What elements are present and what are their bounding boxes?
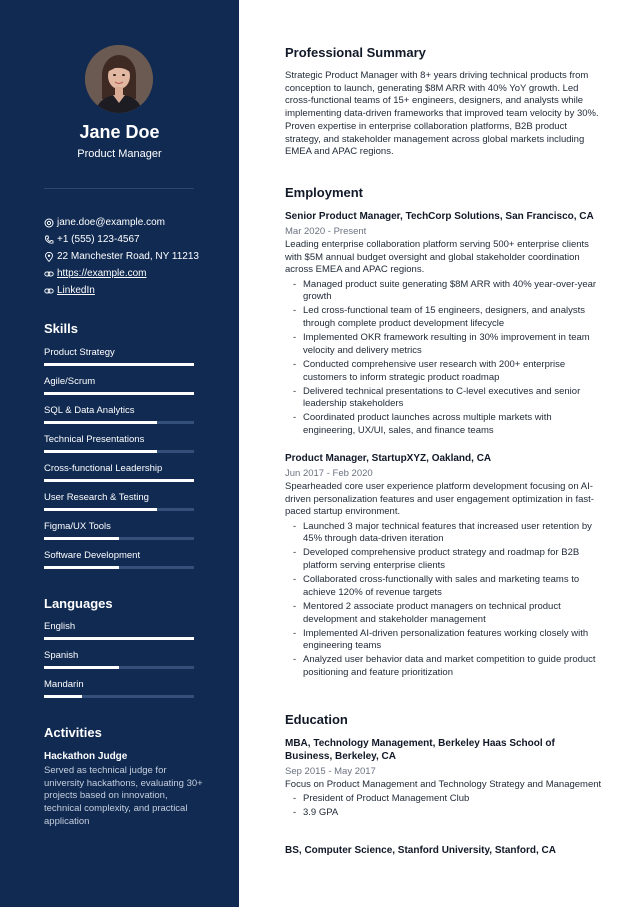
skill-level-fill (44, 450, 157, 453)
education-title: BS, Computer Science, Stanford University, Stanford, CA (285, 845, 556, 856)
skill-level-fill (44, 363, 194, 366)
languages-heading: Languages (44, 596, 113, 611)
activity-title: Hackathon Judge (44, 751, 128, 762)
skill-label: Technical Presentations (44, 434, 145, 445)
list-item: - Analyzed user behavior data and market competition to guide product positioning and feature prioritization (293, 654, 603, 679)
sidebar (0, 0, 239, 907)
contact-website-link[interactable]: https://example.com (57, 268, 147, 279)
job-description: Spearheaded core user experience platform development focusing on AI-driven personalization features and user engagement optimization in fast-paced startup environment. (285, 481, 594, 518)
language-label: Spanish (44, 650, 79, 661)
language-item (44, 621, 194, 650)
list-item: - 3.9 GPA (293, 807, 603, 820)
skill-label: User Research & Testing (44, 492, 149, 503)
skill-level-bar (44, 537, 194, 540)
skill-level-bar (44, 421, 194, 424)
skill-label: Cross-functional Leadership (44, 463, 163, 474)
phone-icon (44, 235, 57, 245)
language-label: English (44, 621, 76, 632)
language-level-fill (44, 666, 119, 669)
skill-item (44, 550, 194, 579)
education-entry (285, 737, 603, 820)
profile-role: Product Manager (77, 148, 162, 160)
job-dates: Jun 2017 - Feb 2020 (285, 468, 373, 479)
skill-level-fill (44, 421, 157, 424)
link-icon (44, 269, 57, 279)
skill-label: Product Strategy (44, 347, 115, 358)
list-item: - Managed product suite generating $8M ARR with 40% year-over-year growth (293, 279, 603, 304)
avatar-portrait-image (85, 45, 153, 113)
list-item: - Mentored 2 associate product managers on technical product development and stakeholder management (293, 601, 603, 626)
contact-linkedin[interactable] (44, 282, 224, 299)
employment-heading: Employment (285, 185, 364, 200)
language-item (44, 679, 194, 708)
list-item: - Collaborated cross-functionally with sales and marketing teams to achieve 120% of revenue targets (293, 574, 603, 599)
activity-description: Served as technical judge for university hackathons, evaluating 30+ projects based on innovation, technical complexity, and practical application (44, 765, 203, 827)
skill-item (44, 376, 194, 405)
job-dates: Mar 2020 - Present (285, 226, 367, 237)
skill-level-bar (44, 566, 194, 569)
list-item: - Launched 3 major technical features that increased user retention by 45% through data-driven iteration (293, 521, 603, 546)
list-item: - Developed comprehensive product strategy and roadmap for B2B platform serving enterprise clients (293, 547, 603, 572)
profile-name: Jane Doe (79, 122, 160, 142)
contact-website[interactable] (44, 265, 224, 282)
activities-heading: Activities (44, 725, 102, 740)
skill-item (44, 347, 194, 376)
language-label: Mandarin (44, 679, 84, 690)
location-pin-icon (44, 252, 57, 262)
skill-level-bar (44, 450, 194, 453)
skill-label: Software Development (44, 550, 141, 561)
skill-level-fill (44, 508, 157, 511)
list-item: - Led cross-functional team of 15 engineers, designers, and analysts through complete product development lifecycle (293, 305, 603, 330)
at-sign-icon (44, 218, 57, 228)
skill-level-fill (44, 392, 194, 395)
skill-label: SQL & Data Analytics (44, 405, 135, 416)
contact-linkedin-link[interactable]: LinkedIn (57, 285, 95, 296)
skills-heading: Skills (44, 321, 78, 336)
language-item (44, 650, 194, 679)
skill-level-bar (44, 392, 194, 395)
contact-address-text: 22 Manchester Road, NY 11213 (57, 251, 199, 262)
skill-level-bar (44, 479, 194, 482)
education-description: Focus on Product Management and Technology Strategy and Management (285, 779, 602, 790)
education-entry (285, 844, 603, 857)
contact-list (44, 214, 224, 299)
education-dates: Sep 2015 - May 2017 (285, 766, 376, 777)
sidebar-divider (44, 188, 194, 189)
skill-item (44, 463, 194, 492)
language-level-fill (44, 637, 194, 640)
languages-list (44, 621, 194, 708)
education-bullets (293, 793, 603, 820)
language-level-bar (44, 695, 194, 698)
skill-level-bar (44, 508, 194, 511)
contact-email[interactable] (44, 214, 224, 231)
skill-item (44, 492, 194, 521)
job-bullets (293, 521, 603, 680)
list-item: - Implemented OKR framework resulting in 30% improvement in team velocity and delivery metrics (293, 332, 603, 357)
job-entry (285, 210, 603, 438)
skill-label: Agile/Scrum (44, 376, 96, 387)
link-icon (44, 286, 57, 296)
skill-item (44, 521, 194, 550)
avatar (85, 45, 153, 113)
skill-item (44, 434, 194, 463)
list-item: - Delivered technical presentations to C-level executives and senior leadership stakeholders (293, 386, 603, 411)
activity-item (44, 751, 204, 829)
job-description: Leading enterprise collaboration platform serving 500+ enterprise clients with $5M annual budget oversight and global stakeholder coordination across EMEA and APAC regions. (285, 239, 589, 276)
skill-label: Figma/UX Tools (44, 521, 111, 532)
list-item: - Implemented AI-driven personalization features working closely with engineering teams (293, 628, 603, 653)
summary-text: Strategic Product Manager with 8+ years driving technical products from conception to launch, generating $8M ARR with 40% YoY growth. Led cross-functional teams of 15+ engineers, designers, and analysts while implementing data-driven frameworks that improved team velocity by 30%. Proven expertise in enterprise collaboration platforms, B2B product strategy, and stakeholder management across global markets including EMEA and APAC regions. (285, 70, 599, 158)
list-item: - President of Product Management Club (293, 793, 603, 806)
language-level-bar (44, 637, 194, 640)
language-level-fill (44, 695, 82, 698)
contact-phone-text[interactable]: +1 (555) 123-4567 (57, 234, 140, 245)
contact-address (44, 248, 224, 265)
skill-level-bar (44, 363, 194, 366)
skills-list (44, 347, 194, 579)
skill-level-fill (44, 537, 119, 540)
job-entry (285, 452, 603, 680)
contact-phone[interactable] (44, 231, 224, 248)
skill-level-fill (44, 479, 194, 482)
education-title: MBA, Technology Management, Berkeley Haas School of Business, Berkeley, CA (285, 738, 555, 762)
list-item: - Conducted comprehensive user research with 200+ enterprise customers to inform strategic product roadmap (293, 359, 603, 384)
job-title: Product Manager, StartupXYZ, Oakland, CA (285, 453, 492, 464)
skill-item (44, 405, 194, 434)
list-item: - Coordinated product launches across multiple markets with engineering, UX/UI, sales, and finance teams (293, 412, 603, 437)
summary-heading: Professional Summary (285, 45, 426, 60)
skill-level-fill (44, 566, 119, 569)
language-level-bar (44, 666, 194, 669)
job-bullets (293, 279, 603, 438)
job-title: Senior Product Manager, TechCorp Solutions, San Francisco, CA (285, 211, 594, 222)
education-heading: Education (285, 712, 348, 727)
contact-email-text[interactable]: jane.doe@example.com (57, 217, 165, 228)
